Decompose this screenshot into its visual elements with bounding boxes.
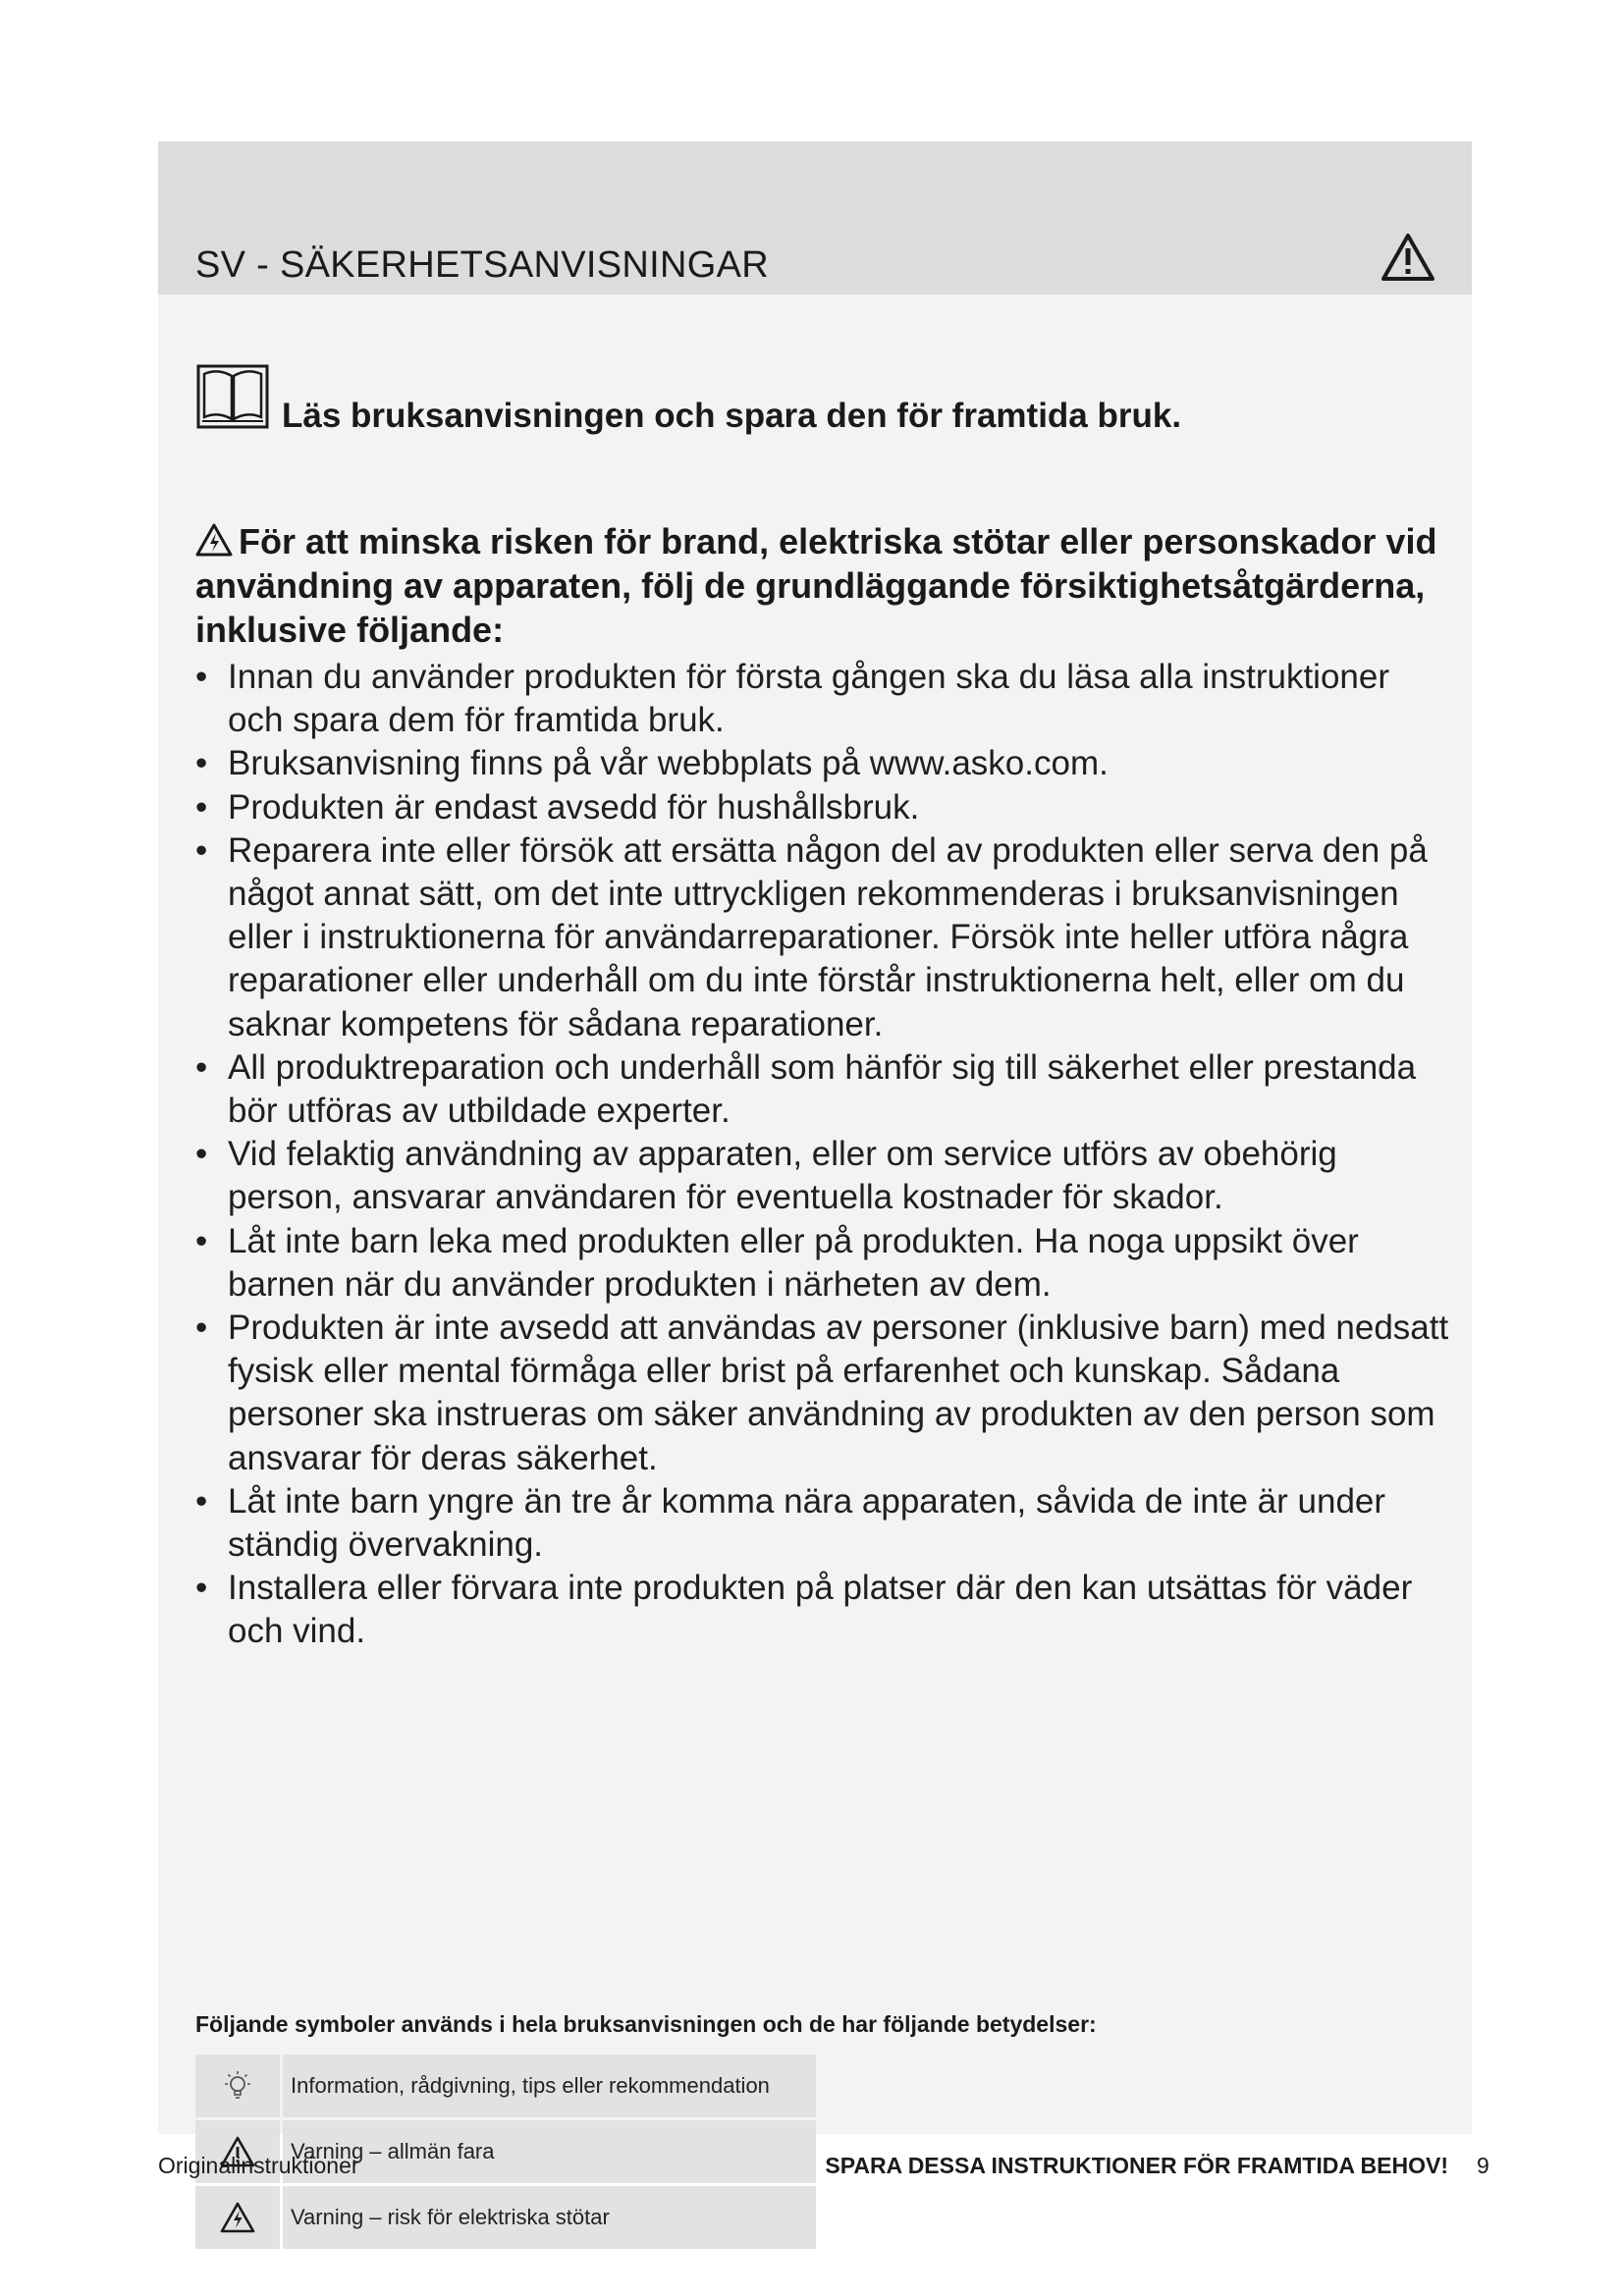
footer-right-text: SPARA DESSA INSTRUKTIONER FÖR FRAMTIDA BEHOV!: [825, 2153, 1448, 2178]
list-item-text: Produkten är endast avsedd för hushållsbruk.: [228, 787, 920, 827]
legend-row: [195, 2186, 816, 2249]
legend-text: Varning – allmän fara: [283, 2120, 816, 2183]
safety-list: [195, 656, 1452, 1654]
list-item-text: Låt inte barn yngre än tre år komma nära apparaten, såvida de inte är under ständig övervakning.: [228, 1481, 1386, 1565]
warning-heading-text: För att minska risken för brand, elektriska stötar eller personskador vid användning av apparaten, följ de grundläggande försiktighetsåtgärderna, inklusive följande:: [195, 521, 1437, 650]
list-item: • Produkten är inte avsedd att användas av personer (inklusive barn) med nedsatt fysisk eller mental förmåga eller brist på erfarenhet och kunskap. Sådana personer ska instrueras om säker användning av produkten av den person som ansvarar för deras säkerhet.: [195, 1308, 1449, 1477]
list-item-text: Låt inte barn leka med produkten eller på produkten. Ha noga uppsikt över barnen när du använder produkten i närheten av dem.: [228, 1221, 1359, 1304]
legend-text: Varning – risk för elektriska stötar: [283, 2186, 816, 2249]
list-item-text: All produktreparation och underhåll som hänför sig till säkerhet eller prestanda bör utföras av utbildade experter.: [228, 1047, 1417, 1131]
list-item-text: Bruksanvisning finns på vår webbplats på www.asko.com.: [228, 744, 1109, 783]
list-item: • Reparera inte eller försök att ersätta någon del av produkten eller serva den på något annat sätt, om det inte uttryckligen rekommenderas i bruksanvisningen eller i instruktionerna för användarreparationer. Försök inte heller utföra några reparationer eller underhåll om du inte förstår instruktionerna helt, eller om du saknar kompetens för sådana reparationer.: [195, 830, 1428, 1043]
page-number: 9: [1477, 2153, 1489, 2178]
list-item: • Bruksanvisning finns på vår webbplats på www.asko.com.: [195, 744, 1109, 783]
section-header: [158, 141, 1472, 294]
footer-left-text: Originalinstruktioner: [158, 2153, 359, 2178]
warning-triangle-icon: [1380, 232, 1435, 283]
symbol-legend: [195, 2011, 1097, 2252]
list-item-text: Produkten är inte avsedd att användas av personer (inklusive barn) med nedsatt fysisk eller mental förmåga eller brist på erfarenhet och kunskap. Sådana personer ska instrueras om säker användning av produkten av den person som ansvarar för deras säkerhet.: [228, 1308, 1449, 1477]
legend-title: Följande symboler används i hela bruksanvisningen och de har följande betydelser:: [195, 2011, 1097, 2037]
list-item: • Innan du använder produkten för första gången ska du läsa alla instruktioner och spara dem för framtida bruk.: [195, 658, 1389, 740]
list-item: • Installera eller förvara inte produkten på platser där den kan utsättas för väder och vind.: [195, 1569, 1413, 1651]
list-item-text: Innan du använder produkten för första gången ska du läsa alla instruktioner och spara dem för framtida bruk.: [228, 658, 1389, 740]
read-manual-text: Läs bruksanvisningen och spara den för framtida bruk.: [282, 397, 1182, 435]
list-item-text: Installera eller förvara inte produkten på platser där den kan utsättas för väder och vind.: [228, 1569, 1413, 1651]
list-item: • Låt inte barn yngre än tre år komma nära apparaten, såvida de inte är under ständig övervakning.: [195, 1481, 1386, 1565]
legend-text: Information, rådgivning, tips eller rekommendation: [283, 2055, 816, 2117]
legend-table: [192, 2052, 819, 2252]
list-item: • All produktreparation och underhåll som hänför sig till säkerhet eller prestanda bör utföras av utbildade experter.: [195, 1047, 1417, 1131]
lightbulb-icon: [221, 2069, 254, 2103]
book-icon: [196, 364, 269, 429]
electric-warning-icon: [220, 2202, 255, 2233]
section-title: SV - SÄKERHETSANVISNINGAR: [195, 244, 769, 286]
safety-warnings: [195, 519, 1452, 1654]
warning-heading: [195, 519, 1452, 652]
list-item-text: Vid felaktig användning av apparaten, eller om service utförs av obehörig person, ansvarar användaren för eventuella kostnader för skador.: [228, 1135, 1337, 1217]
list-item: • Produkten är endast avsedd för hushållsbruk.: [195, 787, 920, 827]
list-item: • Vid felaktig användning av apparaten, eller om service utförs av obehörig person, ansvarar användaren för eventuella kostnader för skador.: [195, 1135, 1337, 1217]
list-item: • Låt inte barn leka med produkten eller på produkten. Ha noga uppsikt över barnen när du använder produkten i närheten av dem.: [195, 1221, 1359, 1304]
legend-row: [195, 2055, 816, 2117]
warning-triangle-icon: [195, 523, 233, 557]
list-item-text: Reparera inte eller försök att ersätta någon del av produkten eller serva den på något annat sätt, om det inte uttryckligen rekommenderas i bruksanvisningen eller i instruktionerna för användarreparationer. Försök inte heller utföra några reparationer eller underhåll om du inte förstår instruktionerna helt, eller om du saknar kompetens för sådana reparationer.: [228, 830, 1428, 1043]
